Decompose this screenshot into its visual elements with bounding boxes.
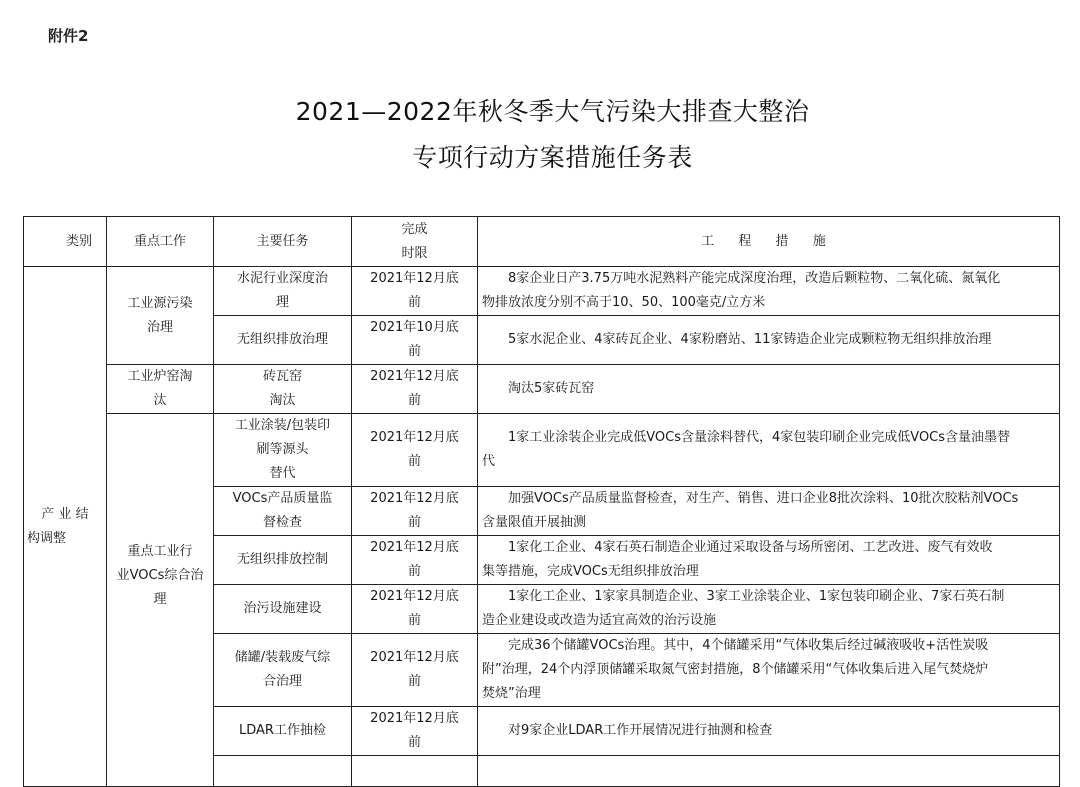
task-line: 储罐/装载废气综 — [234, 650, 331, 665]
measure-line: 物排放浓度分别不高于10、50、100毫克/立方米 — [482, 295, 766, 310]
deadline-line: 前 — [407, 564, 421, 579]
task-line: 合治理 — [262, 674, 302, 689]
deadline-line: 2021年12月底 — [370, 430, 459, 445]
measure-line: 1家化工企业、4家石英石制造企业通过采取设备与场所密闭、工艺改进、废气有效收 — [508, 540, 993, 555]
key-work-line: 业VOCs综合治 — [116, 568, 204, 583]
deadline-line: 前 — [407, 393, 421, 408]
deadline-cell — [352, 634, 478, 707]
deadline-line: 2021年12月底 — [370, 491, 459, 506]
deadline-line: 前 — [407, 674, 421, 689]
task-line: 无组织排放治理 — [236, 332, 328, 347]
measure-cell — [478, 487, 1060, 536]
key-work-line: 工业源污染 — [127, 295, 193, 311]
task-line: 工业涂装/包装印 — [234, 418, 331, 433]
measure-cell — [478, 414, 1060, 487]
header-deadline-line2: 时限 — [401, 245, 428, 261]
task-cell — [214, 267, 352, 316]
task-line: 治污设施建设 — [243, 601, 322, 616]
measure-cell — [478, 316, 1060, 365]
task-cell — [214, 585, 352, 634]
deadline-line: 前 — [407, 344, 421, 359]
deadline-cell — [352, 487, 478, 536]
measure-line: 集等措施，完成VOCs无组织排放治理 — [482, 564, 699, 579]
deadline-line: 2021年12月底 — [370, 369, 459, 384]
measure-line: 造企业建设或改造为适宜高效的治污设施 — [482, 613, 717, 628]
header-deadline-line1: 完成 — [401, 221, 428, 237]
key-work-line: 工业炉窑淘 — [127, 369, 193, 384]
measure-cell — [478, 585, 1060, 634]
measure-cell — [478, 365, 1060, 414]
category-line1: 产 业 结 — [41, 506, 89, 522]
document-title-line1: 2021—2022年秋冬季大气污染大排查大整治 — [295, 97, 810, 126]
table-row — [24, 365, 1060, 414]
task-cell — [214, 316, 352, 365]
deadline-line: 前 — [407, 735, 421, 750]
measure-line: 附”治理，24个内浮顶储罐采取氮气密封措施，8个储罐采用“气体收集后进入尾气焚烧炉 — [482, 662, 989, 677]
deadline-line: 前 — [407, 613, 421, 628]
task-line: 理 — [275, 295, 289, 310]
header-measures: 工 程 措 施 — [478, 217, 1060, 267]
key-work-cell — [107, 267, 214, 365]
category-line2: 构调整 — [27, 530, 67, 546]
measure-line: 焚烧”治理 — [482, 686, 541, 701]
deadline-cell — [352, 585, 478, 634]
measure-cell — [478, 707, 1060, 756]
attachment-label: 附件2 — [48, 27, 89, 45]
deadline-cell — [352, 316, 478, 365]
measure-cell — [478, 634, 1060, 707]
deadline-cell — [352, 536, 478, 585]
task-line: 无组织排放控制 — [236, 552, 328, 567]
header-row — [24, 217, 1060, 267]
measure-cell — [478, 267, 1060, 316]
header-category: 类别 — [24, 217, 107, 267]
table-row — [24, 414, 1060, 487]
measure-line: 对9家企业LDAR工作开展情况进行抽测和检查 — [508, 723, 773, 738]
deadline-line: 前 — [407, 295, 421, 310]
measure-cell — [478, 756, 1060, 787]
deadline-line: 前 — [407, 515, 421, 530]
header-key-work: 重点工作 — [107, 217, 214, 267]
deadline-line: 2021年10月底 — [370, 320, 459, 335]
task-cell — [214, 536, 352, 585]
key-work-line: 汰 — [153, 393, 167, 408]
measure-line: 完成36个储罐VOCs治理。其中，4个储罐采用“气体收集后经过碱液吸收+活性炭吸 — [508, 638, 989, 653]
deadline-line: 2021年12月底 — [370, 711, 459, 726]
deadline-cell — [352, 267, 478, 316]
key-work-line: 理 — [153, 592, 167, 607]
measure-line: 淘汰5家砖瓦窑 — [508, 381, 595, 396]
key-work-line: 治理 — [146, 319, 173, 335]
deadline-cell — [352, 707, 478, 756]
task-line: LDAR工作抽检 — [239, 723, 326, 738]
deadline-line: 2021年12月底 — [370, 589, 459, 604]
table-row — [24, 267, 1060, 316]
task-line: 替代 — [269, 466, 296, 481]
task-cell — [214, 634, 352, 707]
measure-line: 1家化工企业、1家家具制造企业、3家工业涂装企业、1家包装印刷企业、7家石英石制 — [508, 589, 1005, 604]
document-title-line2: 专项行动方案措施任务表 — [412, 143, 693, 172]
measure-line: 5家水泥企业、4家砖瓦企业、4家粉磨站、11家铸造企业完成颗粒物无组织排放治理 — [508, 332, 992, 347]
deadline-line: 2021年12月底 — [370, 650, 459, 665]
task-cell — [214, 414, 352, 487]
deadline-cell — [352, 365, 478, 414]
task-line: VOCs产品质量监 — [232, 491, 333, 506]
header-main-task: 主要任务 — [214, 217, 352, 267]
measure-cell — [478, 536, 1060, 585]
task-line: 督检查 — [262, 515, 302, 530]
deadline-line: 2021年12月底 — [370, 540, 459, 555]
measure-line: 8家企业日产3.75万吨水泥熟料产能完成深度治理，改造后颗粒物、二氧化硫、氮氧化 — [508, 271, 1001, 286]
task-line: 淘汰 — [269, 393, 296, 408]
task-cell — [214, 756, 352, 787]
task-cell — [214, 365, 352, 414]
key-work-cell — [107, 414, 214, 787]
header-deadline — [352, 217, 478, 267]
measure-line: 含量限值开展抽测 — [482, 515, 587, 530]
measure-line: 代 — [482, 454, 496, 469]
deadline-cell — [352, 414, 478, 487]
measure-line: 1家工业涂装企业完成低VOCs含量涂料替代，4家包装印刷企业完成低VOCs含量油墨替 — [508, 430, 1011, 445]
task-cell — [214, 487, 352, 536]
key-work-line: 重点工业行 — [127, 544, 193, 559]
deadline-line: 2021年12月底 — [370, 271, 459, 286]
deadline-cell — [352, 756, 478, 787]
category-cell — [24, 267, 107, 787]
task-line: 刷等源头 — [256, 442, 309, 457]
task-line: 水泥行业深度治 — [236, 271, 328, 286]
deadline-line: 前 — [407, 454, 421, 469]
task-table — [23, 216, 1060, 787]
task-cell — [214, 707, 352, 756]
key-work-cell — [107, 365, 214, 414]
measure-line: 加强VOCs产品质量监督检查，对生产、销售、进口企业8批次涂料、10批次胶粘剂VOCs — [508, 491, 1019, 506]
task-line: 砖瓦窑 — [262, 369, 302, 384]
